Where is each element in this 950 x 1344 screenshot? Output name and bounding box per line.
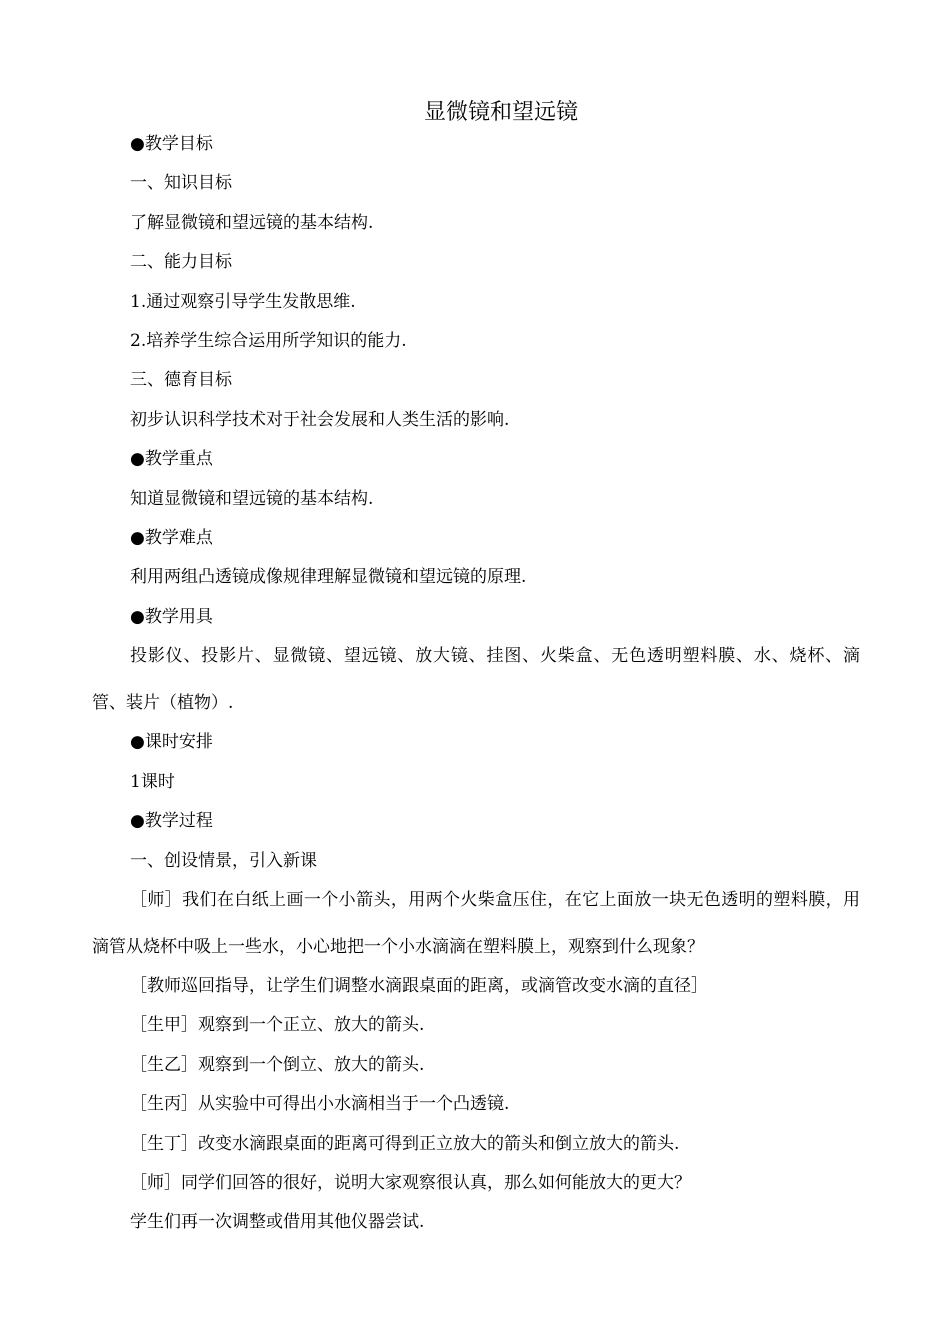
paragraph: 知道显微镜和望远镜的基本结构.	[130, 488, 374, 509]
paragraph: ［生乙］观察到一个倒立、放大的箭头.	[130, 1054, 425, 1075]
heading-teaching-tools: ●教学用具	[130, 606, 213, 627]
subheading-introduction: 一、创设情景，引入新课	[130, 850, 317, 871]
paragraph: 1.通过观察引导学生发散思维.	[130, 291, 356, 312]
paragraph: 利用两组凸透镜成像规律理解显微镜和望远镜的原理.	[130, 567, 527, 588]
subheading-knowledge-objective: 一、知识目标	[130, 173, 232, 194]
document-body	[92, 125, 860, 1243]
paragraph: ［生甲］观察到一个正立、放大的箭头.	[130, 1015, 425, 1036]
paragraph-teacher-demo: ［师］我们在白纸上画一个小箭头，用两个火柴盒压住，在它上面放一块无色透明的塑料膜，用滴管从烧杯中吸上一些水，小心地把一个小水滴滴在塑料膜上，观察到什么现象？	[92, 889, 860, 957]
subheading-ability-objective: 二、能力目标	[130, 252, 232, 273]
paragraph: 初步认识科学技术对于社会发展和人类生活的影响.	[130, 409, 510, 430]
heading-key-points: ●教学重点	[130, 449, 213, 470]
paragraph: 1课时	[130, 771, 175, 792]
paragraph: 了解显微镜和望远镜的基本结构.	[130, 212, 374, 233]
heading-teaching-process: ●教学过程	[130, 811, 213, 832]
heading-class-schedule: ●课时安排	[130, 732, 213, 753]
paragraph: 学生们再一次调整或借用其他仪器尝试.	[130, 1212, 425, 1233]
subheading-moral-objective: 三、德育目标	[130, 370, 232, 391]
paragraph: 2.培养学生综合运用所学知识的能力.	[130, 331, 407, 352]
heading-teaching-objectives: ●教学目标	[130, 134, 213, 154]
heading-difficulties: ●教学难点	[130, 528, 213, 549]
paragraph: ［师］同学们回答的很好，说明大家观察很认真，那么如何能放大的更大？	[130, 1172, 691, 1193]
document-title: 显微镜和望远镜	[423, 100, 578, 125]
paragraph-tools-list: 投影仪、投影片、显微镜、望远镜、放大镜、挂图、火柴盒、无色透明塑料膜、水、烧杯、滴管、装片（植物）.	[92, 646, 860, 714]
paragraph: ［生丙］从实验中可得出小水滴相当于一个凸透镜.	[130, 1094, 510, 1115]
paragraph: ［教师巡回指导，让学生们调整水滴跟桌面的距离，或滴管改变水滴的直径］	[130, 975, 708, 996]
paragraph: ［生丁］改变水滴跟桌面的距离可得到正立放大的箭头和倒立放大的箭头.	[130, 1133, 680, 1154]
